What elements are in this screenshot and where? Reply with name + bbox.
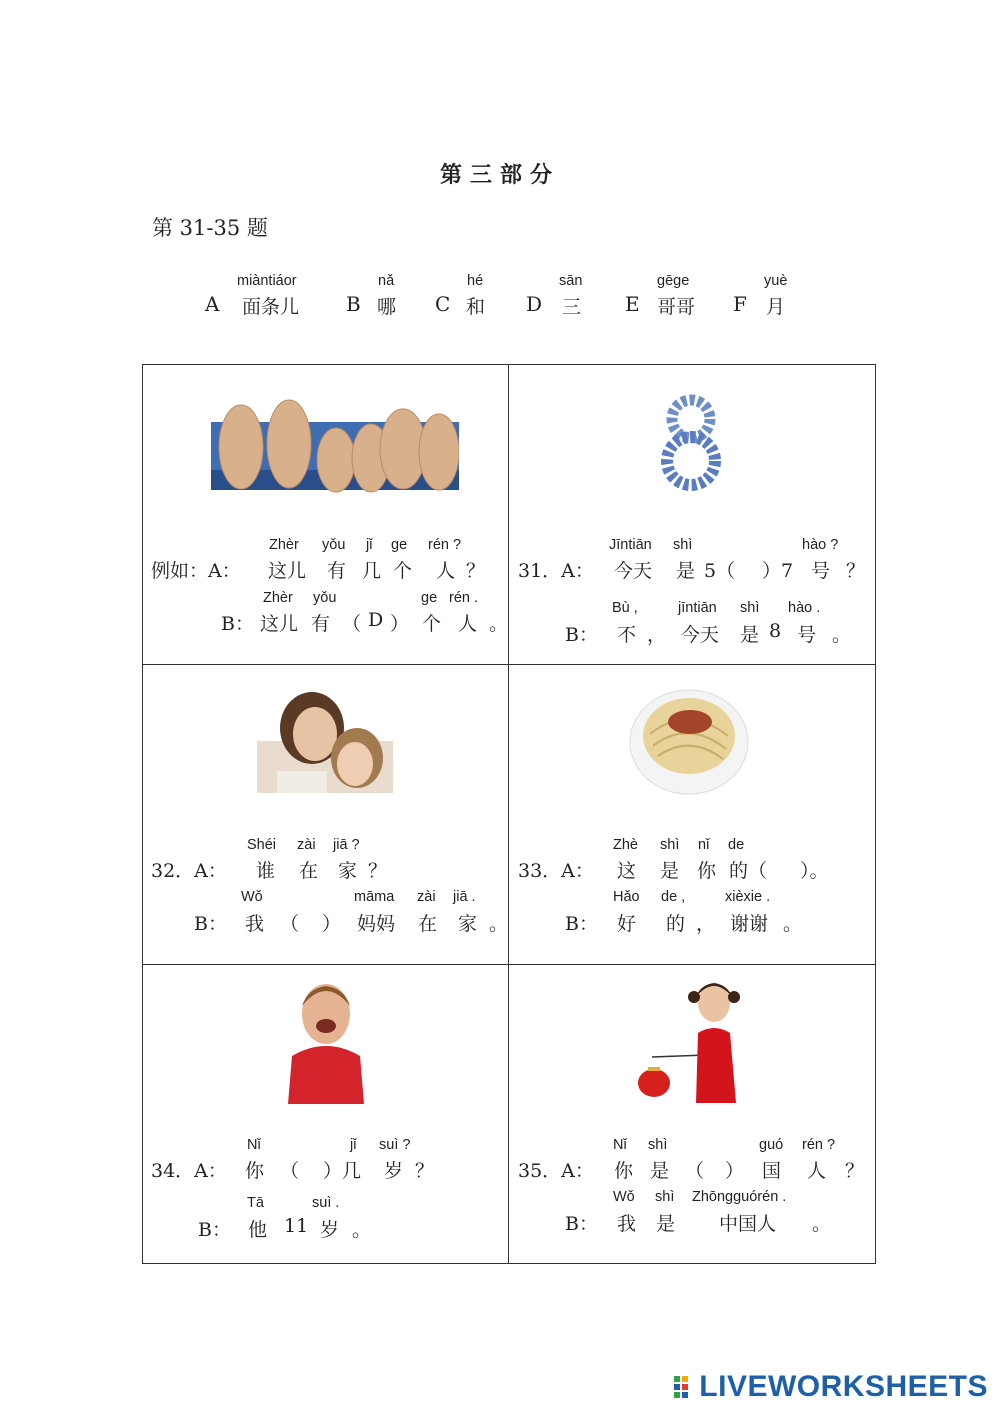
hanzi: 几: [362, 560, 382, 582]
pinyin: Wǒ: [613, 1189, 635, 1205]
hanzi: 你: [245, 1160, 265, 1182]
hanzi: 岁: [384, 1160, 404, 1182]
hanzi: 的: [666, 913, 686, 935]
pinyin: Nǐ: [613, 1137, 627, 1153]
hanzi: 妈妈: [357, 913, 396, 935]
pinyin: Jīntiān: [609, 537, 652, 553]
hanzi: 号: [797, 624, 817, 646]
pinyin: ge: [391, 537, 408, 553]
hanzi: 是: [740, 624, 760, 646]
hanzi: 你: [614, 1160, 634, 1182]
pinyin: hào ?: [802, 537, 839, 553]
grid-divider: [142, 964, 876, 965]
pinyin: de ,: [661, 889, 686, 905]
hanzi: 在: [418, 913, 438, 935]
hanzi: ？: [846, 560, 866, 582]
hanzi: ，: [696, 913, 716, 935]
hanzi: 。: [489, 613, 509, 635]
option-letter: D: [526, 292, 543, 316]
answer-label: B：: [198, 1219, 231, 1241]
hanzi: 你: [697, 860, 717, 882]
hanzi: ？: [845, 1160, 865, 1182]
option-hanzi: 三: [562, 296, 582, 318]
answer-label: B：: [565, 1213, 598, 1235]
option-letter: C: [435, 292, 451, 316]
hanzi: 家: [338, 860, 358, 882]
hanzi: 谢谢: [730, 913, 769, 935]
number-eight-photo: [655, 393, 727, 493]
pinyin: guó: [759, 1137, 784, 1153]
pinyin: Hǎo: [613, 889, 640, 905]
hanzi: ）: [390, 613, 410, 635]
hanzi: 这儿: [260, 613, 299, 635]
hanzi: 有: [327, 560, 347, 582]
hanzi: 。: [812, 1213, 832, 1235]
pinyin: māma: [354, 889, 395, 905]
option-pinyin: miàntiáor: [237, 273, 297, 289]
hanzi: （: [280, 913, 300, 935]
hanzi: 号: [811, 560, 831, 582]
pinyin: shì: [740, 600, 760, 616]
hanzi: 今天: [681, 624, 720, 646]
option-pinyin: nǎ: [378, 273, 395, 289]
hanzi: 是: [656, 1213, 676, 1235]
pinyin: jǐ: [366, 537, 373, 553]
hanzi: （: [685, 1160, 705, 1182]
hanzi: 人: [807, 1160, 827, 1182]
hanzi: 。: [783, 913, 803, 935]
hanzi: 人: [458, 613, 478, 635]
option-pinyin: sān: [559, 273, 583, 289]
option-hanzi: 哥哥: [657, 296, 696, 318]
question-number: 33．A：: [518, 860, 594, 882]
pinyin: zài: [417, 889, 436, 905]
hanzi: 是: [676, 560, 696, 582]
grid-divider: [142, 664, 876, 665]
hanzi: 今天: [614, 560, 653, 582]
hanzi: 个: [422, 613, 442, 635]
answer-letter: D: [368, 609, 384, 631]
pinyin: jiā ?: [333, 837, 360, 853]
pinyin: suì .: [312, 1195, 340, 1211]
pinyin: shì: [648, 1137, 668, 1153]
pinyin: ge: [421, 590, 438, 606]
option-hanzi: 和: [466, 296, 486, 318]
hanzi: 家: [458, 913, 478, 935]
hanzi: ）: [322, 913, 342, 935]
pinyin: Shéi: [247, 837, 277, 853]
pinyin: Nǐ: [247, 1137, 261, 1153]
option-letter: E: [625, 292, 640, 316]
pinyin: jǐ: [350, 1137, 357, 1153]
boy-photo: [284, 976, 368, 1104]
pinyin: hào .: [788, 600, 821, 616]
noodles-photo: [628, 684, 750, 796]
hanzi: 这: [617, 860, 637, 882]
question-range: 第 31-35 题: [152, 216, 268, 240]
pinyin: Zhè: [613, 837, 638, 853]
hanzi: 好: [617, 913, 637, 935]
option-pinyin: yuè: [764, 273, 788, 289]
logo-text: LIVEWORKSHEETS: [699, 1370, 988, 1403]
pinyin: Bù ,: [612, 600, 638, 616]
option-letter: F: [733, 292, 747, 316]
pinyin: zài: [297, 837, 316, 853]
hanzi: ）: [725, 1160, 745, 1182]
pinyin: rén ?: [802, 1137, 836, 1153]
answer-label: B：: [565, 913, 598, 935]
hanzi: ）几: [323, 1160, 362, 1182]
answer-label: B：: [194, 913, 227, 935]
hanzi: ）。: [800, 860, 829, 882]
hanzi: 他: [248, 1219, 268, 1241]
hanzi: 中国人: [719, 1213, 777, 1235]
hanzi: 。: [832, 624, 852, 646]
mother-daughter-photo: [257, 686, 393, 793]
hanzi: 的（: [729, 860, 768, 882]
question-number: 31．A：: [518, 560, 594, 582]
hanzi: ？: [466, 560, 486, 582]
pinyin: Zhèr: [269, 537, 299, 553]
question-number: 35．A：: [518, 1160, 594, 1182]
hanzi: 人: [436, 560, 456, 582]
feet-photo: [211, 392, 459, 496]
answer-label: B：: [565, 624, 598, 646]
hanzi: 。: [352, 1219, 372, 1241]
pinyin: Tā: [247, 1195, 264, 1211]
liveworksheets-logo[interactable]: [674, 1370, 988, 1404]
pinyin: yǒu: [322, 537, 346, 553]
option-hanzi: 月: [766, 296, 786, 318]
pinyin: shì: [655, 1189, 675, 1205]
hanzi: 谁: [256, 860, 276, 882]
hanzi: 8: [769, 620, 782, 642]
pinyin: xièxie .: [725, 889, 771, 905]
grid-divider: [508, 364, 509, 1264]
hanzi: 岁: [320, 1219, 340, 1241]
hanzi: ？: [368, 860, 388, 882]
option-pinyin: gēge: [657, 273, 690, 289]
pinyin: Wǒ: [241, 889, 263, 905]
pinyin: suì ?: [379, 1137, 411, 1153]
pinyin: shì: [673, 537, 693, 553]
hanzi: 不: [617, 624, 637, 646]
option-hanzi: 哪: [377, 296, 397, 318]
hanzi: 11: [284, 1215, 309, 1237]
girl-lantern-photo: [636, 975, 742, 1103]
hanzi: 有: [311, 613, 331, 635]
hanzi: ）7: [762, 560, 794, 582]
hanzi: 我: [617, 1213, 637, 1235]
hanzi: ，: [647, 624, 667, 646]
hanzi: 是: [650, 1160, 670, 1182]
hanzi: 5（: [704, 560, 736, 582]
option-letter: A: [205, 292, 220, 316]
pinyin: jiā .: [453, 889, 476, 905]
pinyin: de: [728, 837, 745, 853]
option-hanzi: 面条儿: [242, 296, 300, 318]
hanzi: 在: [299, 860, 319, 882]
option-letter: B: [346, 292, 361, 316]
option-pinyin: hé: [467, 273, 484, 289]
question-number: 32．A：: [151, 860, 227, 882]
pinyin: yǒu: [313, 590, 337, 606]
hanzi: （: [280, 1160, 300, 1182]
liveworksheets-icon: [674, 1376, 696, 1398]
hanzi: 国: [762, 1160, 782, 1182]
hanzi: 我: [245, 913, 265, 935]
pinyin: rén .: [449, 590, 479, 606]
pinyin: shì: [660, 837, 680, 853]
hanzi: 是: [660, 860, 680, 882]
hanzi: 。: [489, 913, 509, 935]
hanzi: 个: [393, 560, 413, 582]
pinyin: Zhōngguórén .: [692, 1189, 787, 1205]
pinyin: nǐ: [698, 837, 710, 853]
pinyin: Zhèr: [263, 590, 293, 606]
pinyin: rén ?: [428, 537, 462, 553]
question-number: 34．A：: [151, 1160, 227, 1182]
hanzi: 这儿: [268, 560, 307, 582]
example-label: 例如：A：: [151, 560, 241, 582]
hanzi: （: [342, 613, 362, 635]
hanzi: ？: [415, 1160, 435, 1182]
answer-label: B：: [221, 613, 254, 635]
pinyin: jīntiān: [678, 600, 717, 616]
section-title: 第三部分: [439, 162, 560, 188]
